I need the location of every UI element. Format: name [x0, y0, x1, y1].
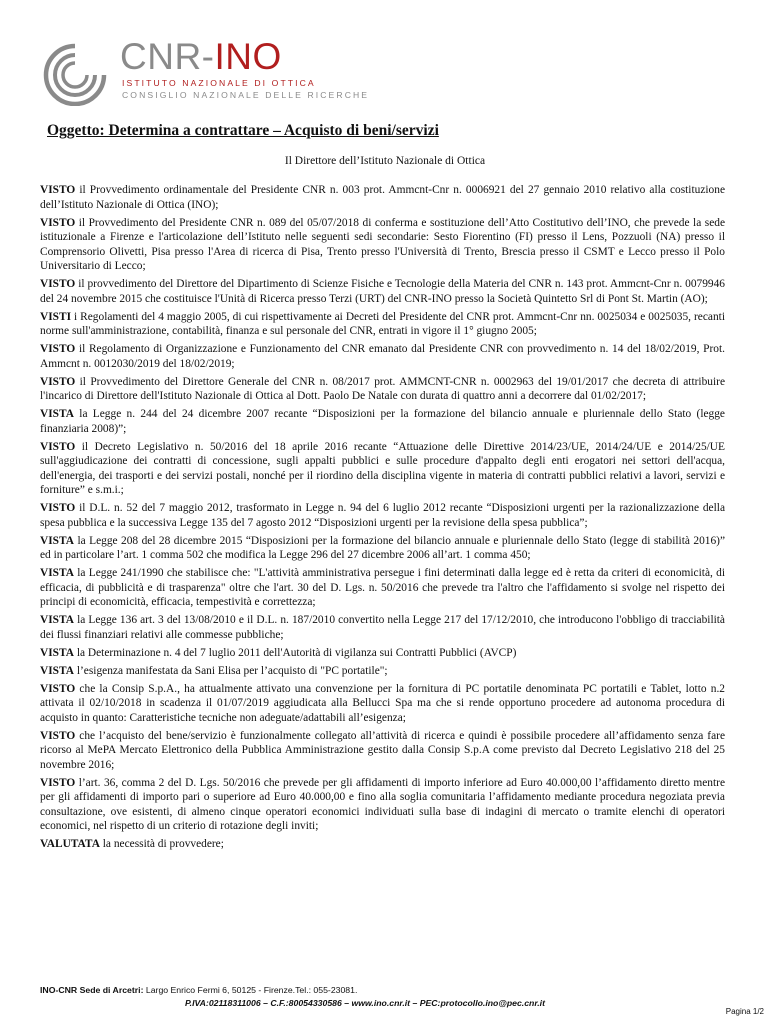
paragraph — [40, 183, 725, 212]
paragraph — [40, 729, 725, 773]
paragraph — [40, 837, 725, 852]
paragraph-text: che la Consip S.p.A., ha attualmente attivato una convenzione per la fornitura di PC portatile denominata PC portatili e Tablet, lotto n.2 attivata il 02/10/2018 in scadenza il 01/07/2019 aggiudicata alla Bellucci Spa ma che si rende opportuno procedere ad autonoma procedura di acquisto in quanto: Caratteristiche tecniche non adeguate/adattabili all’esigenza; — [40, 682, 725, 724]
paragraph — [40, 342, 725, 371]
paragraph-keyword: VISTO — [40, 682, 76, 695]
paragraph — [40, 534, 725, 563]
paragraph-keyword: VISTA — [40, 646, 74, 659]
paragraph — [40, 216, 725, 274]
logo-cnr-text: CNR — [120, 36, 202, 77]
paragraph-keyword: VISTA — [40, 534, 74, 547]
paragraph-text: l’art. 36, comma 2 del D. Lgs. 50/2016 che prevede per gli affidamenti di importo inferiore ad Euro 40.000,00 l’affidamento diretto mentre per gli affidamenti di importo pari o superiore ad Euro 40.000,00 e fino alla soglia comunitaria l’affidamento mediante procedura negoziata previa consultazione, ove esistenti, di almeno cinque operatori economici individuati sulla base di indagini di mercato o tramite elenchi di operatori economici, nel rispetto di un criterio di rotazione degli inviti; — [40, 776, 725, 832]
paragraph-keyword: VISTA — [40, 408, 74, 420]
paragraph-text: il provvedimento del Direttore del Dipartimento di Scienze Fisiche e Tecnologie della Materia del CNR n. 143 prot. Ammcnt-Cnr n. 0079946 del 24 novembre 2015 che costituisce l'Unità di Ricerca presso Terzi (URT) del CNR-INO presso la Società Quintetto Srl di Pont St. Martin (AO); — [40, 278, 725, 305]
footer-address-line — [40, 985, 730, 995]
paragraph — [40, 501, 725, 530]
paragraph — [40, 375, 725, 404]
paragraph — [40, 407, 725, 436]
paragraph-text: i Regolamenti del 4 maggio 2005, di cui rispettivamente ai Decreti del Presidente del CNR prot. Ammcnt-Cnr nn. 0025034 e 0025035, recanti norme sull'amministrazione, contabilità, finanza e sul personale del CNR, entrati in vigore il 1° giugno 2005; — [40, 310, 725, 337]
paragraph-text: la Determinazione n. 4 del 7 luglio 2011 dell'Autorità di vigilanza sui Contratti Pubblici (AVCP) — [73, 646, 517, 659]
footer-contact-line: P.IVA:02118311006 – C.F.:80054330586 – www.ino.cnr.it – PEC:protocollo.ino@pec.cnr.it — [185, 998, 545, 1008]
paragraph-text: il Provvedimento ordinamentale del Presidente CNR n. 003 prot. Ammcnt-Cnr n. 0006921 del 27 gennaio 2010 relativo alla costituzione dell’Istituto Nazionale di Ottica (INO); — [40, 184, 725, 211]
paragraph-text: il Regolamento di Organizzazione e Funzionamento del CNR emanato dal Presidente CNR con provvedimento n. 14 del 18/02/2019, Prot. Ammcnt n. 0012030/2019 del 18/02/2019; — [40, 343, 725, 370]
paragraph — [40, 310, 725, 339]
paragraph — [40, 440, 725, 498]
paragraph-text: che l’acquisto del bene/servizio è funzionalmente collegato all’attività di ricerca e quindi è possibile procedere all’affidamento senza fare ricorso al MePA Mercato Elettronico della Pubblica Amministrazione gestito dalla Consip S.p.A come previsto dal Decreto Legislativo 218 del 25 novembre 2016; — [40, 729, 725, 771]
paragraph-keyword: VISTO — [40, 184, 76, 196]
logo-subtitle-institute: ISTITUTO NAZIONALE DI OTTICA — [122, 78, 316, 88]
document-subject: Oggetto: Determina a contrattare – Acquisto di beni/servizi — [47, 122, 439, 139]
paragraph-keyword: VISTO — [40, 776, 76, 789]
paragraph — [40, 664, 725, 679]
logo-title — [120, 36, 282, 78]
paragraph — [40, 566, 725, 610]
paragraph-text: il Provvedimento del Presidente CNR n. 089 del 05/07/2018 di conferma e sostituzione dell’Atto Costitutivo dell’INO, che prevede la sede istituzionale a Firenze e l'articolazione dell’Istituto nelle seguenti sedi secondarie: Sesto Fiorentino (FI) presso il Lens, Pozzuoli (NA) presso il Comprensorio Olivetti, Pisa presso l'Area di ricerca di Pisa, Trento presso l'Università di Trento, Brescia presso il CSMT e Lecco presso il Polo Universitario di Lecco; — [40, 216, 725, 272]
paragraph-text: la necessità di provvedere; — [99, 838, 224, 850]
paragraph-text: il D.L. n. 52 del 7 maggio 2012, trasformato in Legge n. 94 del 6 luglio 2012 recante “Disposizioni urgenti per la razionalizzazione della spesa pubblica e la successiva Legge 135 del 7 agosto 2012 “Disposizioni urgenti per la revisione della spesa pubblica”; — [40, 502, 725, 529]
paragraph-keyword: VISTO — [40, 440, 76, 453]
paragraph-text: il Provvedimento del Direttore Generale del CNR n. 08/2017 prot. AMMCNT-CNR n. 0002963 del 19/01/2017 che decreta di attribuire l'incarico di Direttore dell'Istituto Nazionale di Ottica al Dott. Paolo De Natale con durata di quattro anni a decorrere dal 01/02/2017; — [40, 375, 725, 402]
footer-address: Largo Enrico Fermi 6, 50125 - Firenze.Tel.: 055-23081. — [143, 985, 358, 995]
paragraph — [40, 613, 725, 642]
paragraph-keyword: VISTO — [40, 216, 76, 229]
paragraph-keyword: VISTA — [40, 567, 74, 579]
paragraph — [40, 682, 725, 726]
logo-ino-text: INO — [214, 36, 282, 77]
paragraph-keyword: VISTO — [40, 729, 76, 742]
paragraph-text: la Legge 136 art. 3 del 13/08/2010 e il D.L. n. 187/2010 convertito nella Legge 217 del 17/12/2010, che introducono l'obbligo di tracciabilità dei flussi finanziari relativi alle commesse pubbliche; — [40, 614, 725, 641]
paragraph-keyword: VISTO — [40, 375, 76, 388]
paragraph-text: la Legge n. 244 del 24 dicembre 2007 recante “Disposizioni per la formazione del bilancio annuale e pluriennale dello Stato (legge finanziaria 2008)”; — [40, 408, 725, 435]
page-number: Pagina 1/2 — [725, 1007, 764, 1016]
logo-dash-text: - — [201, 36, 215, 77]
cnr-logo-icon — [40, 40, 110, 106]
paragraph-keyword: VISTO — [40, 343, 76, 355]
paragraph-text: la Legge 241/1990 che stabilisce che: "L'attività amministrativa persegue i fini determinati dalla legge ed è retta da criteri di economicità, di efficacia, di pubblicità e di trasparenza" oltre che l'art. 30 del D. Lgs. n. 50/2016 che prevede tra l'altro che l'affidamento si svolge nel rispetto dei principi di economicità, efficacia, tempestività e correttezza; — [40, 567, 725, 608]
document-body — [40, 183, 725, 855]
paragraph-text: il Decreto Legislativo n. 50/2016 del 18 aprile 2016 recante “Attuazione delle Direttive 2014/23/UE, 2014/24/UE e 2014/25/UE sull'aggiudicazione dei contratti di concessione, sugli appalti pubblici e sulle procedure d'appalto degli enti erogatori nei settori dell'acqua, dell'energia, dei trasporti e dei servizi postali, nonché per il riordino della disciplina vigente in materia di contratti pubblici relativi a lavori, servizi e forniture” e s.m.i.; — [40, 440, 725, 496]
paragraph-text: l’esigenza manifestata da Sani Elisa per l’acquisto di "PC portatile"; — [73, 664, 388, 677]
paragraph-keyword: VISTA — [40, 614, 74, 626]
logo-subtitle-council: CONSIGLIO NAZIONALE DELLE RICERCHE — [122, 90, 370, 100]
letterhead — [40, 36, 440, 106]
paragraph-keyword: VISTO — [40, 502, 76, 514]
footer-label: INO-CNR Sede di Arcetri: — [40, 985, 144, 995]
paragraph — [40, 277, 725, 306]
page-footer — [40, 985, 730, 1008]
paragraph-keyword: VISTI — [40, 310, 72, 323]
paragraph-keyword: VISTA — [40, 664, 74, 677]
paragraph-keyword: VALUTATA — [40, 838, 100, 850]
paragraph — [40, 646, 725, 661]
paragraph-keyword: VISTO — [40, 278, 76, 290]
paragraph — [40, 776, 725, 834]
paragraph-text: la Legge 208 del 28 dicembre 2015 “Disposizioni per la formazione del bilancio annuale e pluriennale dello Stato (legge di stabilità 2016)” ed in particolare l’art. 1 comma 502 che modifica la Legge 296 del 27 dicembre 2006 all’art. 1 comma 450; — [40, 534, 725, 561]
director-heading: Il Direttore dell’Istituto Nazionale di Ottica — [284, 155, 486, 167]
